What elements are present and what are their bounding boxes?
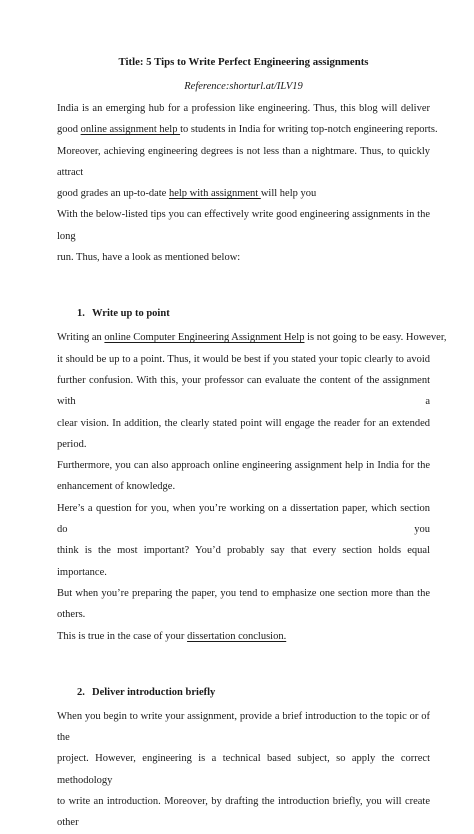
- intro-line-4-text: good grades an up-to-date: [57, 188, 169, 200]
- s2p1-line-2: project. However, engineering is a technical based subject, so apply the correct methodology: [57, 753, 430, 786]
- dissertation-conclusion-link[interactable]: dissertation conclusion.: [187, 630, 287, 642]
- intro-line-4-text-end: will help you: [260, 188, 317, 200]
- section-1-paragraph-2: [57, 498, 430, 647]
- s2p1-line-3: to write an introduction. Moreover, by drafting the introduction briefly, you will create other: [57, 796, 430, 829]
- s1p1-line-4: clear vision. In addition, the clearly stated point will engage the reader for an extended period.: [57, 417, 430, 450]
- online-computer-engineering-link[interactable]: online Computer Engineering Assignment Help: [104, 332, 305, 344]
- intro-line-2: [57, 119, 438, 140]
- intro-line-4: [57, 183, 430, 204]
- section-2-number: 2.: [77, 686, 85, 698]
- section-2-paragraph-1: [57, 706, 430, 834]
- s1p2-line-1: Here’s a question for you, when you’re working on a dissertation paper, which section do you: [57, 502, 430, 536]
- intro-line-2-text-end: to students in India for writing top-notch engineering reports.: [180, 124, 438, 136]
- intro-line-2-text: good: [57, 124, 81, 136]
- intro-line-1: India is an emerging hub for a profession like engineering. Thus, this blog will deliver: [57, 103, 430, 114]
- document-title: Title: 5 Tips to Write Perfect Engineering assignments: [118, 56, 369, 68]
- intro-paragraph: [57, 98, 438, 268]
- intro-line-3: Moreover, achieving engineering degrees is not less than a nightmare. Thus, to quickly attract: [57, 145, 430, 178]
- s1p2-line-4: [57, 626, 430, 647]
- s1p2-line-2: think is the most important? You’d probably say that every section holds equal importance.: [57, 545, 430, 578]
- help-with-assignment-link[interactable]: help with assignment: [168, 188, 261, 200]
- section-2-heading: [57, 686, 430, 700]
- s1p2-line-4-text: This is true in the case of your: [57, 630, 188, 642]
- section-2-title: Deliver introduction briefly: [92, 686, 216, 698]
- section-1-heading: [57, 307, 430, 321]
- s2p1-line-1: When you begin to write your assignment, provide a brief introduction to the topic or of the: [57, 710, 430, 744]
- s1p1-line-1-text-end: is not going to be easy. However,: [304, 332, 447, 344]
- section-1-number: 1.: [77, 308, 85, 320]
- s1p1-line-1: [57, 327, 447, 348]
- s1p1-line-1-text: Writing an: [57, 332, 105, 344]
- intro-line-6: run. Thus, have a look as mentioned below:: [57, 252, 241, 264]
- s1p1-line-2: it should be up to a point. Thus, it would be best if you stated your topic clearly to avoid: [57, 353, 430, 365]
- section-1-paragraph-1: [57, 327, 447, 497]
- s1p1-line-6: enhancement of knowledge.: [57, 481, 176, 493]
- s1p2-line-3: But when you’re preparing the paper, you tend to emphasize one section more than the others.: [57, 587, 430, 621]
- online-assignment-help-link[interactable]: online assignment help: [80, 124, 181, 136]
- s1p1-line-5: Furthermore, you can also approach online engineering assignment help in India for the: [57, 460, 430, 472]
- s1p1-line-3: further confusion. With this, your professor can evaluate the content of the assignment with a: [57, 374, 430, 408]
- intro-line-5: With the below-listed tips you can effectively write good engineering assignments in the long: [57, 209, 430, 242]
- reference-line: Reference:shorturl.at/ILV19: [184, 81, 303, 92]
- section-1-title: Write up to point: [92, 308, 170, 320]
